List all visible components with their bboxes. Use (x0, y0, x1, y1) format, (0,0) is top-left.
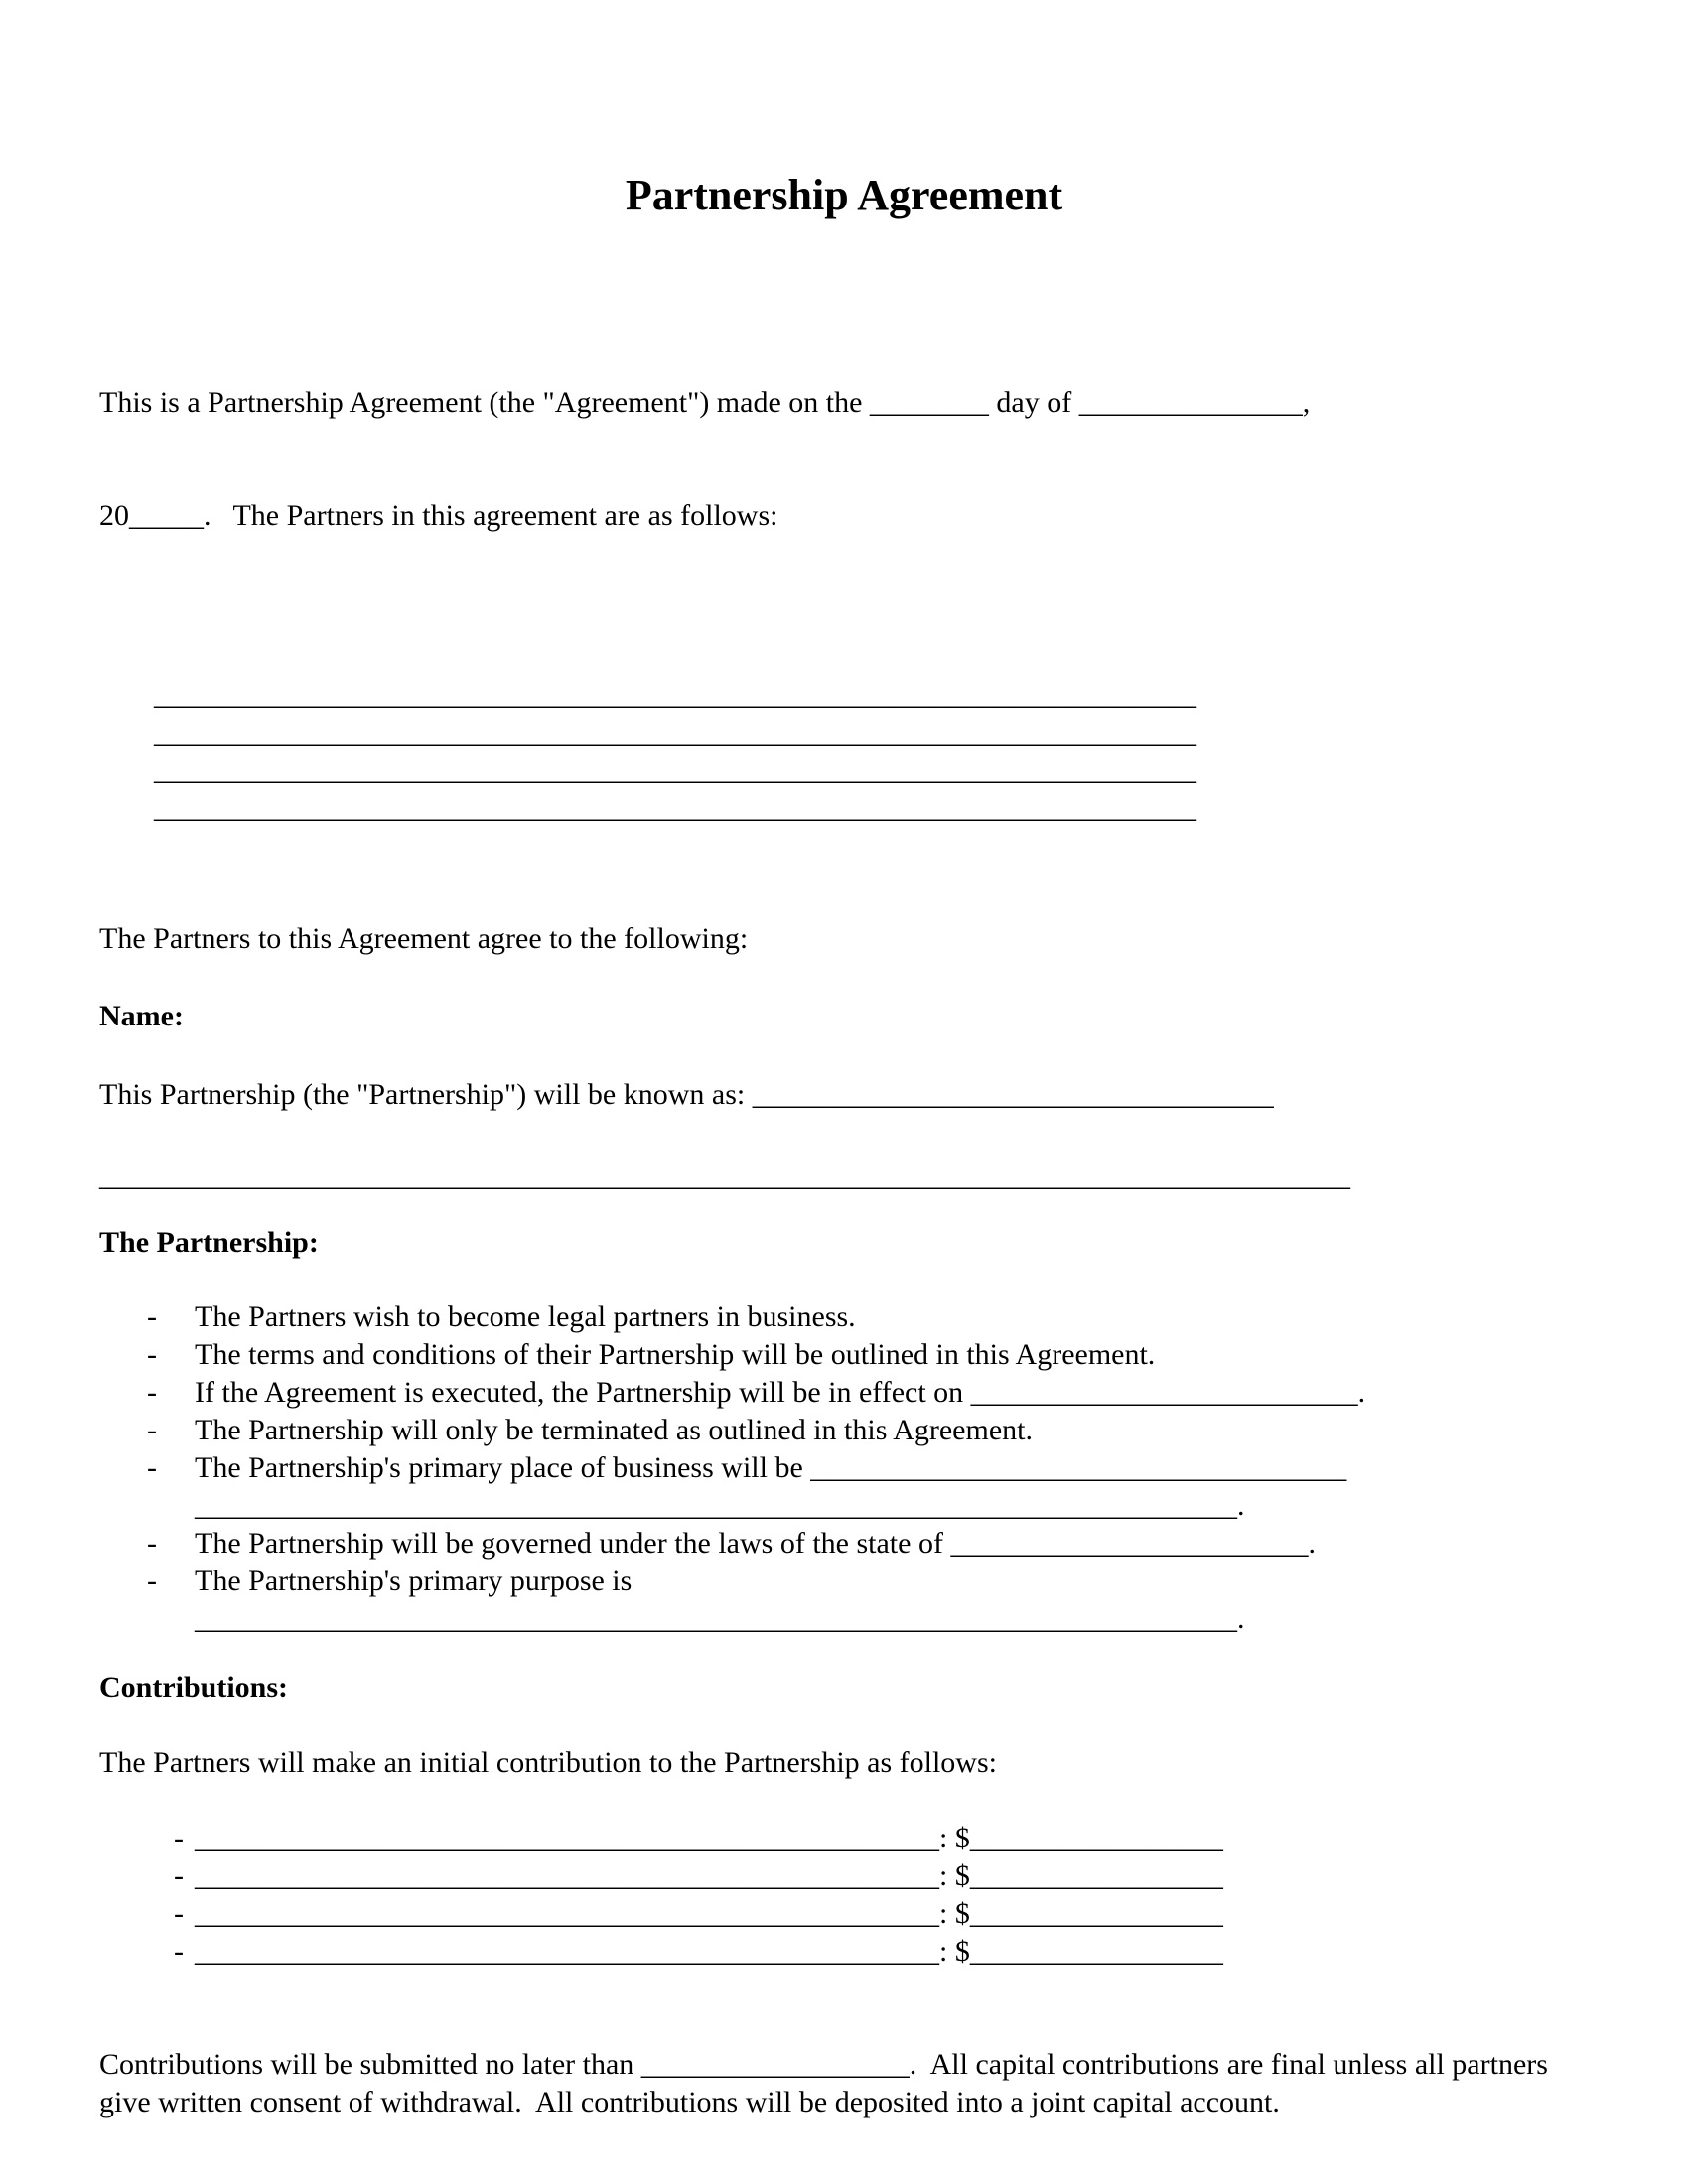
agreement-statement: The Partners to this Agreement agree to the following: (99, 922, 749, 955)
contributions-section-heading: Contributions: (99, 1671, 289, 1704)
contribution-blank: __________________________________________________: $_________________ (195, 1822, 1223, 1854)
partner-blank-line: ______________________________________________________________________ (154, 716, 1196, 749)
contribution-blank: __________________________________________________: $_________________ (195, 1935, 1223, 1968)
partner-name-blanks (99, 676, 1589, 827)
bullet-marker: - (174, 1859, 184, 1892)
partner-blank-line: ______________________________________________________________________ (154, 791, 1196, 824)
document-title: Partnership Agreement (625, 171, 1063, 219)
bullet-text: If the Agreement is executed, the Partnership will be in effect on __________________________. (195, 1376, 1366, 1409)
list-item (99, 1525, 1589, 1563)
bullet-continuation-line: ______________________________________________________________________. (195, 1602, 1245, 1635)
name-section-heading: Name: (99, 1000, 184, 1032)
list-item (99, 1563, 1589, 1600)
intro-line-2: 20_____. The Partners in this agreement are as follows: (99, 499, 778, 532)
bullet-marker: - (147, 1451, 157, 1484)
contributions-intro: The Partners will make an initial contribution to the Partnership as follows: (99, 1746, 997, 1779)
bullet-marker: - (174, 1897, 184, 1930)
bullet-marker: - (147, 1300, 157, 1333)
closing-paragraph: Contributions will be submitted no later than __________________. All capital contributions are final unless all partners give written consent of withdrawal. All contributions will be deposited into a joint capital account. (99, 2048, 1556, 2118)
known-as-line: This Partnership (the "Partnership") will be known as: ___________________________________ (99, 1078, 1274, 1111)
bullet-marker: - (174, 1822, 184, 1854)
list-item (99, 1336, 1589, 1374)
contribution-blank: __________________________________________________: $_________________ (195, 1897, 1223, 1930)
contribution-row (99, 1895, 1589, 1933)
partnership-bullet-list (99, 1298, 1589, 1638)
intro-paragraph (99, 309, 1589, 611)
contribution-row (99, 1820, 1589, 1857)
partner-blank-line: ______________________________________________________________________ (154, 753, 1196, 786)
blank-line: ____________________________________________________________________________________ (99, 1160, 1350, 1192)
list-item (99, 1298, 1589, 1336)
contribution-blank: __________________________________________________: $_________________ (195, 1859, 1223, 1892)
contribution-rows (99, 1820, 1589, 1971)
bullet-marker: - (147, 1565, 157, 1597)
bullet-text: The Partnership will only be terminated as outlined in this Agreement. (195, 1414, 1033, 1446)
bullet-text: The terms and conditions of their Partnership will be outlined in this Agreement. (195, 1338, 1156, 1371)
bullet-text: The Partnership's primary place of business will be ____________________________________ (195, 1451, 1347, 1484)
bullet-marker: - (147, 1376, 157, 1409)
list-item (99, 1449, 1589, 1487)
contribution-row (99, 1933, 1589, 1971)
partnership-section-heading: The Partnership: (99, 1226, 319, 1259)
contribution-row (99, 1857, 1589, 1895)
bullet-text: The Partnership will be governed under the laws of the state of ________________________. (195, 1527, 1316, 1560)
partner-blank-line: ______________________________________________________________________ (154, 678, 1196, 711)
bullet-continuation-line: ______________________________________________________________________. (195, 1489, 1245, 1522)
bullet-text: The Partnership's primary purpose is (195, 1565, 633, 1597)
list-item (99, 1374, 1589, 1412)
bullet-marker: - (174, 1935, 184, 1968)
list-item (99, 1412, 1589, 1449)
bullet-marker: - (147, 1414, 157, 1446)
bullet-marker: - (147, 1527, 157, 1560)
bullet-text: The Partners wish to become legal partners in business. (195, 1300, 856, 1333)
intro-line-1: This is a Partnership Agreement (the "Agreement") made on the ________ day of _______________, (99, 386, 1311, 419)
bullet-marker: - (147, 1338, 157, 1371)
